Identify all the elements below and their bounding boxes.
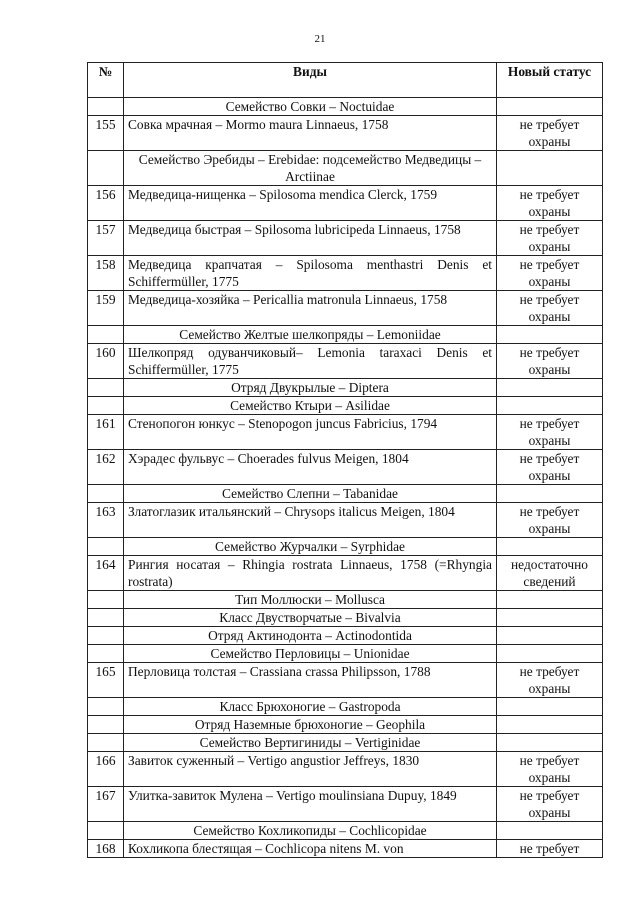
species-number: 168 [88,840,124,858]
group-number-cell [88,397,124,415]
species-name: Завиток суженный – Vertigo angustior Jeffreys, 1830 [124,752,497,787]
table-header-row [88,63,603,98]
species-row [88,221,603,256]
species-status: недостаточно сведений [497,556,603,591]
species-row [88,291,603,326]
taxon-group-row [88,627,603,645]
header-status: Новый статус [497,63,603,98]
species-number: 158 [88,256,124,291]
header-species: Виды [124,63,497,98]
species-status: не требует охраны [497,752,603,787]
species-number: 160 [88,344,124,379]
species-name: Медведица быстрая – Spilosoma lubricipeda Linnaeus, 1758 [124,221,497,256]
taxon-group-label: Семейство Слепни – Tabanidae [124,485,497,503]
species-row [88,256,603,291]
taxon-group-row [88,98,603,116]
taxon-group-row [88,822,603,840]
taxon-group-row [88,538,603,556]
group-number-cell [88,698,124,716]
header-number: № [88,63,124,98]
species-number: 165 [88,663,124,698]
group-status-cell [497,627,603,645]
species-name: Совка мрачная – Mormo maura Linnaeus, 1758 [124,116,497,151]
taxon-group-row [88,645,603,663]
group-status-cell [497,734,603,752]
species-row [88,663,603,698]
taxon-group-label: Семейство Совки – Noctuidae [124,98,497,116]
species-row [88,344,603,379]
species-number: 155 [88,116,124,151]
species-name: Кохликопа блестящая – Cochlicopa nitens M. von [124,840,497,858]
species-status: не требует охраны [497,344,603,379]
species-row [88,450,603,485]
group-status-cell [497,485,603,503]
taxon-group-label: Семейство Журчалки – Syrphidae [124,538,497,556]
group-number-cell [88,326,124,344]
species-name: Шелкопряд одуванчиковый– Lemonia taraxaci Denis et Schiffermüller, 1775 [124,344,497,379]
species-number: 164 [88,556,124,591]
taxon-group-row [88,151,603,186]
species-number: 159 [88,291,124,326]
species-number: 156 [88,186,124,221]
species-status: не требует охраны [497,787,603,822]
taxon-group-label: Отряд Двукрылые – Diptera [124,379,497,397]
group-status-cell [497,645,603,663]
species-name: Улитка-завиток Мулена – Vertigo moulinsiana Dupuy, 1849 [124,787,497,822]
taxon-group-label: Класс Брюхоногие – Gastropoda [124,698,497,716]
species-name: Медведица крапчатая – Spilosoma menthastri Denis et Schiffermüller, 1775 [124,256,497,291]
group-status-cell [497,538,603,556]
species-status: не требует охраны [497,415,603,450]
group-number-cell [88,98,124,116]
species-number: 163 [88,503,124,538]
group-status-cell [497,379,603,397]
species-name: Стенопогон юнкус – Stenopogon juncus Fabricius, 1794 [124,415,497,450]
taxon-group-row [88,734,603,752]
taxon-group-label: Отряд Наземные брюхоногие – Geophila [124,716,497,734]
group-number-cell [88,538,124,556]
species-row [88,556,603,591]
species-status: не требует охраны [497,663,603,698]
species-number: 166 [88,752,124,787]
taxon-group-row [88,716,603,734]
taxon-group-label: Класс Двустворчатые – Bivalvia [124,609,497,627]
group-number-cell [88,485,124,503]
group-number-cell [88,379,124,397]
species-number: 157 [88,221,124,256]
group-status-cell [497,397,603,415]
species-status: не требует охраны [497,116,603,151]
taxon-group-row [88,379,603,397]
species-row [88,186,603,221]
species-status: не требует охраны [497,503,603,538]
taxon-group-label: Семейство Ктыри – Asilidae [124,397,497,415]
taxon-group-label: Семейство Вертигиниды – Vertiginidae [124,734,497,752]
species-status: не требует [497,840,603,858]
taxon-group-label: Тип Моллюски – Mollusca [124,591,497,609]
species-row [88,503,603,538]
species-status: не требует охраны [497,256,603,291]
taxon-group-label: Отряд Актинодонта – Actinodontida [124,627,497,645]
species-row [88,415,603,450]
taxon-group-label: Семейство Кохликопиды – Cochlicopidae [124,822,497,840]
taxon-group-row [88,485,603,503]
group-number-cell [88,716,124,734]
species-name: Рингия носатая – Rhingia rostrata Linnaeus, 1758 (=Rhyngia rostrata) [124,556,497,591]
group-status-cell [497,326,603,344]
table-body [88,98,603,858]
species-number: 167 [88,787,124,822]
group-number-cell [88,609,124,627]
group-status-cell [497,716,603,734]
group-status-cell [497,98,603,116]
species-number: 162 [88,450,124,485]
group-number-cell [88,822,124,840]
species-status: не требует охраны [497,221,603,256]
taxon-group-label: Семейство Желтые шелкопряды – Lemoniidae [124,326,497,344]
species-number: 161 [88,415,124,450]
taxon-group-row [88,326,603,344]
page-number: 21 [314,33,326,45]
taxon-group-label: Семейство Перловицы – Unionidae [124,645,497,663]
group-status-cell [497,151,603,186]
group-number-cell [88,627,124,645]
species-status: не требует охраны [497,186,603,221]
group-number-cell [88,734,124,752]
species-status: не требует охраны [497,291,603,326]
taxon-group-row [88,698,603,716]
species-name: Златоглазик итальянский – Chrysops italicus Meigen, 1804 [124,503,497,538]
species-name: Медведица-хозяйка – Pericallia matronula Linnaeus, 1758 [124,291,497,326]
taxon-group-label: Семейство Эребиды – Erebidae: подсемейство Медведицы – Arctiinae [124,151,497,186]
species-row [88,752,603,787]
species-row [88,116,603,151]
group-number-cell [88,151,124,186]
group-status-cell [497,591,603,609]
taxon-group-row [88,609,603,627]
group-status-cell [497,698,603,716]
taxon-group-row [88,591,603,609]
species-row [88,840,603,858]
group-number-cell [88,591,124,609]
group-status-cell [497,822,603,840]
species-status: не требует охраны [497,450,603,485]
group-number-cell [88,645,124,663]
taxon-group-row [88,397,603,415]
species-row [88,787,603,822]
group-status-cell [497,609,603,627]
species-name: Перловица толстая – Crassiana crassa Philipsson, 1788 [124,663,497,698]
species-name: Медведица-нищенка – Spilosoma mendica Clerck, 1759 [124,186,497,221]
species-status-table [87,62,603,858]
species-name: Хэрадес фульвус – Choerades fulvus Meigen, 1804 [124,450,497,485]
